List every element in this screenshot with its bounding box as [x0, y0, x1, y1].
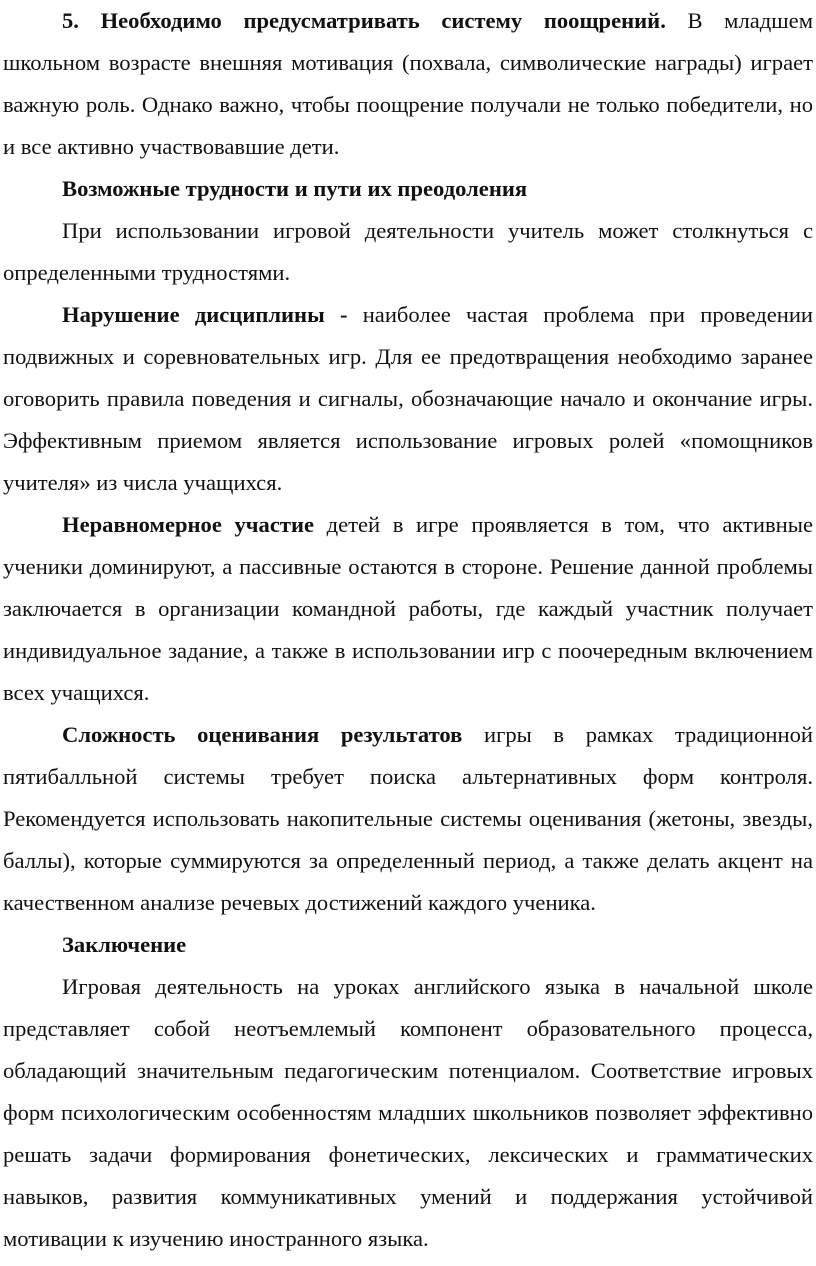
- heading-difficulties: Возможные трудности и пути их преодоления: [62, 176, 528, 201]
- paragraph-assessment-lead: Сложность оценивания результатов: [62, 722, 463, 747]
- heading-conclusion: Заключение: [62, 932, 187, 957]
- paragraph-rewards-text: В младшем школьном возрасте внешняя мотивация (похвала, символические награды) играет важную роль. Однако важно, чтобы поощрение получали не только победители, но и все активно участвовавшие дети.: [3, 8, 813, 159]
- paragraph-conclusion: Игровая деятельность на уроках английского языка в начальной школе представляет собой неотъемлемый компонент образовательного процесса, обладающий значительным педагогическим потенциалом. Соответствие игровых форм психологическим особенностям младших школьников позволяет эффективно решать задачи формирования фонетических, лексических и грамматических навыков, развития коммуникативных умений и поддержания устойчивой мотивации к изучению иностранного языка.: [3, 974, 813, 1251]
- paragraph-participation-text: детей в игре проявляется в том, что активные ученики доминируют, а пассивные остаются в стороне. Решение данной проблемы заключается в организации командной работы, где каждый участник получает индивидуальное задание, а также в использовании игр с поочередным включением всех учащихся.: [3, 512, 813, 705]
- paragraph-difficulties-intro: При использовании игровой деятельности учитель может столкнуться с определенными трудностями.: [3, 218, 813, 285]
- paragraph-assessment: [3, 714, 813, 924]
- paragraph-rewards-lead: 5. Необходимо предусматривать систему поощрений.: [62, 8, 666, 33]
- paragraph-participation: [3, 504, 813, 714]
- paragraph-discipline-text: наиболее частая проблема при проведении подвижных и соревновательных игр. Для ее предотвращения необходимо заранее оговорить правила поведения и сигналы, обозначающие начало и окончание игры. Эффективным приемом является использование игровых ролей «помощников учителя» из числа учащихся.: [3, 302, 813, 495]
- paragraph-rewards: [3, 0, 813, 168]
- paragraph-discipline: [3, 294, 813, 504]
- paragraph-discipline-lead: Нарушение дисциплины -: [62, 302, 348, 327]
- paragraph-assessment-text: игры в рамках традиционной пятибалльной системы требует поиска альтернативных форм контроля. Рекомендуется использовать накопительные системы оценивания (жетоны, звезды, баллы), которые суммируются за определенный период, а также делать акцент на качественном анализе речевых достижений каждого ученика.: [3, 722, 813, 915]
- paragraph-participation-lead: Неравномерное участие: [62, 512, 314, 537]
